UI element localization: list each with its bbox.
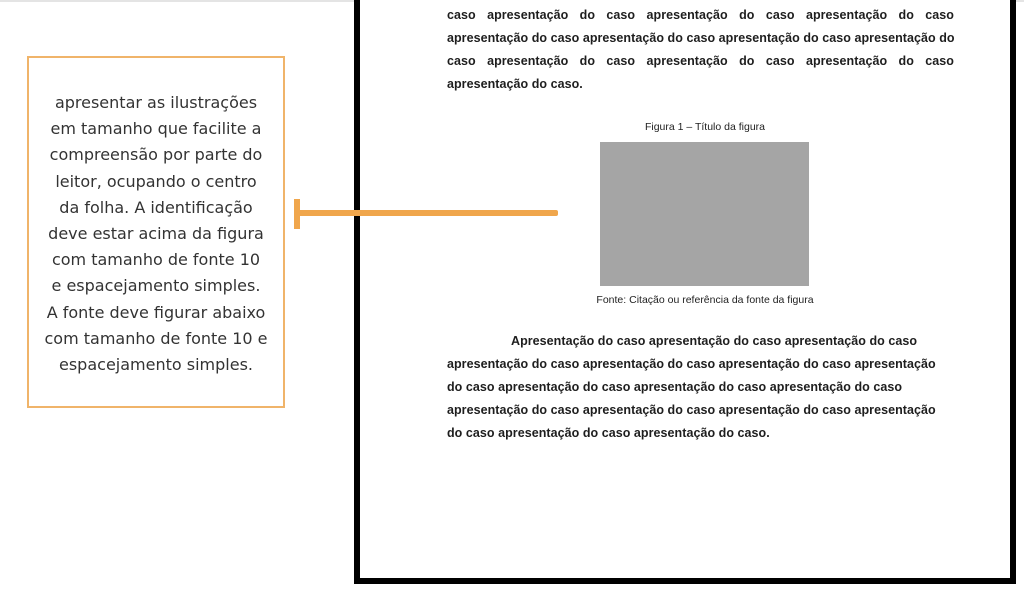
text-line: Apresentação do caso apresentação do caso apresentação do caso (511, 334, 918, 348)
text-line: do caso apresentação do caso apresentação do caso apresentação do caso (447, 380, 903, 394)
annotation-line: em tamanho que facilite a (50, 119, 262, 139)
figure-title: Figura 1 – Título da figura (644, 121, 766, 133)
figure-placeholder-image (600, 142, 809, 286)
annotation-text (29, 90, 283, 378)
annotation-line: compreensão por parte do (49, 145, 263, 165)
annotation-line: com tamanho de fonte 10 e (44, 328, 268, 348)
paragraph-bottom (447, 330, 947, 445)
annotation-line: apresentar as ilustrações (54, 93, 258, 112)
text-line: caso apresentação do caso apresentação do caso apresentação do caso (447, 54, 954, 68)
annotation-line: da folha. A identificação (59, 197, 253, 217)
annotation-line: e espacejamento simples. (51, 276, 261, 296)
annotation-line: A fonte deve figurar abaixo (46, 302, 266, 322)
annotation-callout (27, 56, 285, 408)
annotation-line: leitor, ocupando o centro (55, 171, 257, 191)
paragraph-top (447, 4, 954, 96)
text-line: apresentação do caso. (447, 77, 583, 91)
text-line: do caso apresentação do caso apresentação do caso. (447, 426, 770, 440)
text-line: apresentação do caso apresentação do caso apresentação do caso apresentação (447, 403, 936, 417)
text-line: apresentação do caso apresentação do caso apresentação do caso apresentação do (447, 31, 955, 45)
annotation-line: com tamanho de fonte 10 (51, 250, 261, 270)
annotation-line: deve estar acima da figura (48, 224, 264, 244)
connector-arrow (296, 210, 558, 216)
annotation-line: espacejamento simples. (59, 355, 253, 375)
text-line: caso apresentação do caso apresentação do caso apresentação do caso (447, 8, 954, 22)
figure-source: Fonte: Citação ou referência da fonte da figura (596, 294, 814, 306)
text-line: apresentação do caso apresentação do caso apresentação do caso apresentação (447, 357, 936, 371)
